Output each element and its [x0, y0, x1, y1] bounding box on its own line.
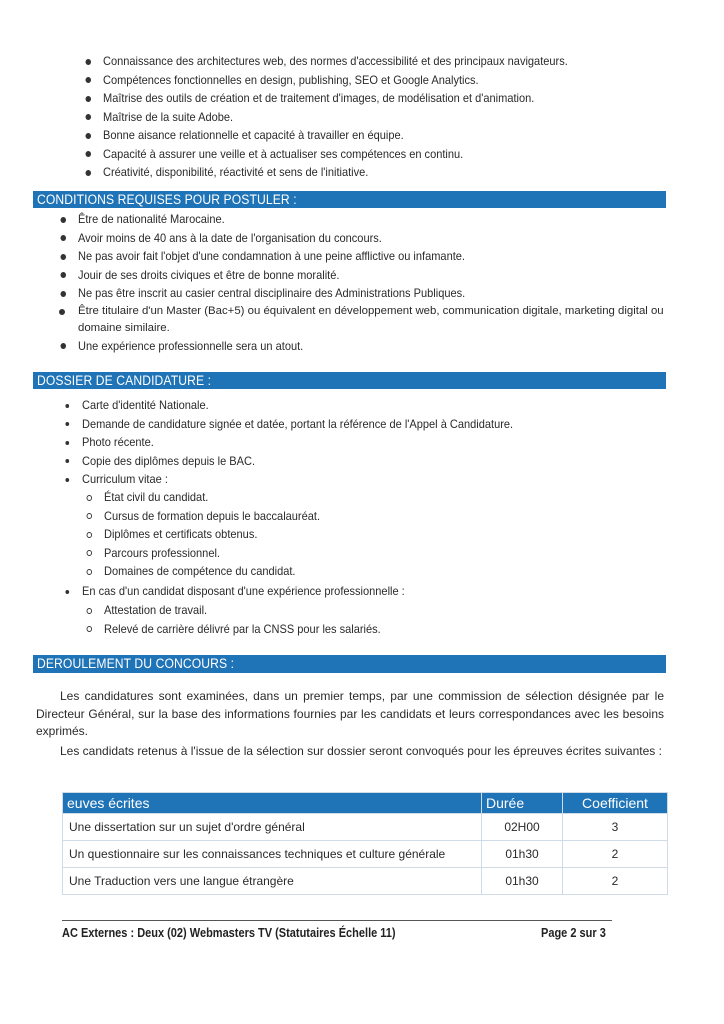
list-item: Relevé de carrière délivré par la CNSS pour les salariés. — [104, 620, 619, 639]
list-item: Attestation de travail. — [104, 601, 619, 620]
paragraph-convocation: Les candidats retenus à l'issue de la sélection sur dossier seront convoqués pour les épreuves écrites suivantes : — [60, 744, 662, 758]
exam-name: Une dissertation sur un sujet d'ordre général — [63, 814, 482, 841]
list-item: Avoir moins de 40 ans à la date de l'organisation du concours. — [78, 229, 621, 248]
list-item: Carte d'identité Nationale. — [82, 396, 625, 415]
exam-coefficient: 3 — [563, 814, 668, 841]
list-item: Compétences fonctionnelles en design, publishing, SEO et Google Analytics. — [103, 71, 637, 90]
conditions-list — [78, 210, 668, 355]
exam-duration: 02H00 — [482, 814, 563, 841]
experience-sublist — [104, 601, 664, 638]
exam-coefficient: 2 — [563, 841, 668, 868]
table-header-row — [63, 793, 668, 814]
list-item: Jouir de ses droits civiques et être de bonne moralité. — [78, 266, 621, 285]
list-item: Copie des diplômes depuis le BAC. — [82, 452, 625, 471]
list-item: Être titulaire d'un Master (Bac+5) ou équivalent en développement web, communication digitale, marketing digital ou domaine similaire. — [78, 303, 668, 337]
header-epreuves: euves écrites — [63, 793, 482, 814]
list-item: Demande de candidature signée et datée, portant la référence de l'Appel à Candidature. — [82, 415, 625, 434]
table-row — [63, 841, 668, 868]
section-header-deroulement: DEROULEMENT DU CONCOURS : — [33, 655, 666, 673]
section-header-conditions: CONDITIONS REQUISES POUR POSTULER : — [33, 191, 666, 208]
list-item: Photo récente. — [82, 433, 625, 452]
list-item: Maîtrise de la suite Adobe. — [103, 108, 637, 127]
list-item: Ne pas être inscrit au casier central disciplinaire des Administrations Publiques. — [78, 284, 621, 303]
table-row — [63, 868, 668, 895]
section-header-dossier: DOSSIER DE CANDIDATURE : — [33, 372, 666, 389]
list-item: Une expérience professionnelle sera un atout. — [78, 337, 621, 356]
list-item: État civil du candidat. — [104, 488, 619, 507]
list-item: Capacité à assurer une veille et à actualiser ses compétences en continu. — [103, 145, 637, 164]
footer-page-number: Page 2 sur 3 — [541, 926, 606, 940]
list-item: Créativité, disponibilité, réactivité et sens de l'initiative. — [103, 163, 637, 182]
dossier-list — [82, 396, 672, 489]
list-item: Connaissance des architectures web, des normes d'accessibilité et des principaux navigateurs. — [103, 52, 637, 71]
paragraph-selection: Les candidatures sont examinées, dans un premier temps, par une commission de sélection désignée par le Directeur Général, sur la base des informations fournies par les candidats et leurs correspondances avec les besoins exprimés. — [36, 689, 664, 738]
list-item: Bonne aisance relationnelle et capacité à travailler en équipe. — [103, 126, 637, 145]
header-coefficient: Coefficient — [563, 793, 668, 814]
experience-list — [82, 582, 672, 601]
list-item: Cursus de formation depuis le baccalauréat. — [104, 507, 619, 526]
exam-duration: 01h30 — [482, 841, 563, 868]
list-item: Ne pas avoir fait l'objet d'une condamnation à une peine afflictive ou infamante. — [78, 247, 621, 266]
list-item: Curriculum vitae : — [82, 470, 625, 489]
exams-table — [62, 792, 668, 895]
list-item: Diplômes et certificats obtenus. — [104, 525, 619, 544]
exam-name: Un questionnaire sur les connaissances techniques et culture générale — [63, 841, 482, 868]
skills-list — [103, 52, 683, 182]
footer-reference: AC Externes : Deux (02) Webmasters TV (Statutaires Échelle 11) — [62, 926, 396, 940]
list-item: Domaines de compétence du candidat. — [104, 562, 619, 581]
cv-sublist — [104, 488, 664, 581]
list-item: Maîtrise des outils de création et de traitement d'images, de modélisation et d'animation. — [103, 89, 637, 108]
exam-name: Une Traduction vers une langue étrangère — [63, 868, 482, 895]
footer-divider — [62, 920, 612, 921]
list-item: Parcours professionnel. — [104, 544, 619, 563]
exam-coefficient: 2 — [563, 868, 668, 895]
exam-duration: 01h30 — [482, 868, 563, 895]
table-row — [63, 814, 668, 841]
header-duree: Durée — [482, 793, 563, 814]
list-item: En cas d'un candidat disposant d'une expérience professionnelle : — [82, 582, 625, 601]
list-item: Être de nationalité Marocaine. — [78, 210, 621, 229]
